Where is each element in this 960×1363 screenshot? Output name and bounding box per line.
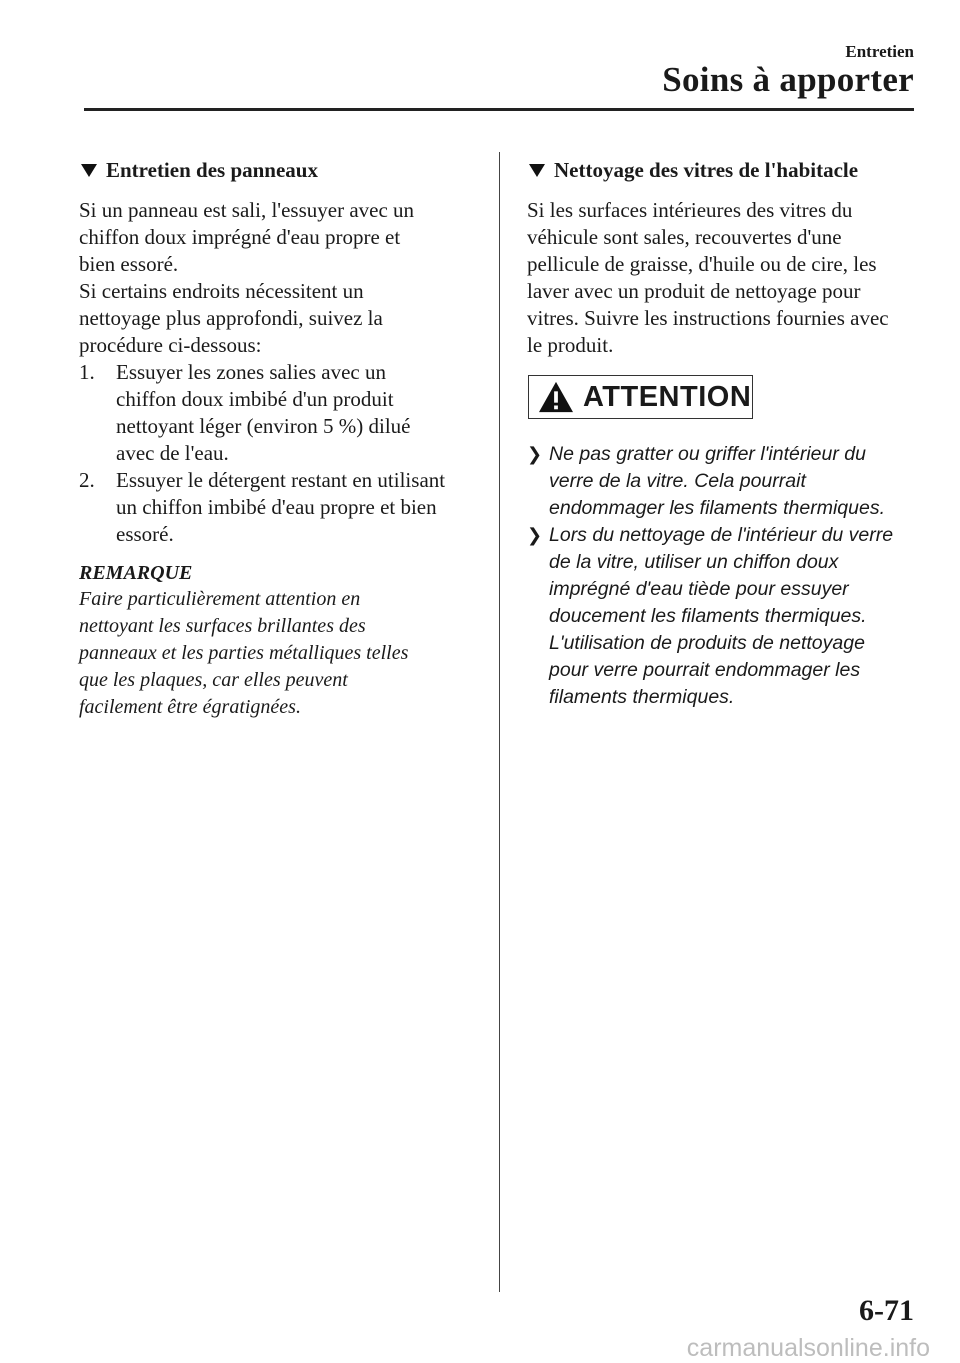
page-number: 6-71 (859, 1294, 914, 1327)
attention-text: Lors du nettoyage de l'intérieur du verre de la vitre, utiliser un chiffon doux imprégné d'eau tiède pour essuyer doucement les filaments thermiques. L'utilisation de produits de nettoyage pour verre pourrait endommager les filaments thermiques. (549, 524, 894, 708)
note-label: REMARQUE (79, 562, 193, 584)
chevron-right-icon: ❯ (527, 525, 543, 545)
intro-line: nettoyage plus approfondi, suivez la (79, 306, 383, 330)
triangle-down-icon (81, 164, 97, 177)
procedure-step (79, 467, 479, 548)
section-heading-text: Entretien des panneaux (106, 158, 318, 182)
intro-line: Si certains endroits nécessitent un (79, 279, 364, 303)
intro-line: chiffon doux imprégné d'eau propre et (79, 225, 401, 249)
note-text: Faire particulièrement attention en nettoyant les surfaces brillantes des panneaux et les parties métalliques telles que les plaques, car elles peuvent facilement être égratignées. (79, 588, 409, 718)
intro-line: procédure ci-dessous: (79, 333, 262, 357)
step-text: Essuyer les zones salies avec un chiffon doux imbibé d'un produit nettoyant léger (environ 5 %) dilué avec de l'eau. (116, 360, 411, 465)
attention-text: Ne pas gratter ou griffer l'intérieur du verre de la vitre. Cela pourrait endommager les filaments thermiques. (549, 443, 885, 519)
warning-icon (537, 380, 575, 414)
intro-line: Si un panneau est sali, l'essuyer avec un (79, 198, 415, 222)
step-number: 1. (79, 360, 95, 384)
attention-box (528, 375, 753, 419)
triangle-down-icon (529, 164, 545, 177)
attention-item (527, 522, 927, 711)
attention-label: ATTENTION (583, 380, 752, 413)
intro-paragraph (79, 197, 479, 359)
step-text: Essuyer le détergent restant en utilisant un chiffon imbibé d'eau propre et bien essoré. (116, 468, 446, 546)
attention-item (527, 441, 927, 522)
intro-paragraph: Si les surfaces intérieures des vitres du véhicule sont sales, recouvertes d'une pellicule de graisse, d'huile ou de cire, les laver avec un produit de nettoyage pour vitres. Suivre les instructions fournies avec le produit. (527, 198, 889, 357)
step-number: 2. (79, 468, 95, 492)
procedure-list (79, 359, 479, 548)
attention-list (527, 441, 927, 711)
watermark: carmanualsonline.info (686, 1334, 930, 1362)
right-column (527, 158, 927, 711)
chapter-label: Entretien (845, 42, 914, 61)
chevron-right-icon: ❯ (527, 444, 543, 464)
section-heading-panels (79, 158, 479, 183)
procedure-step (79, 359, 479, 467)
intro-line: bien essoré. (79, 252, 179, 276)
page-title: Soins à apporter (662, 60, 914, 99)
section-heading-text: Nettoyage des vitres de l'habitacle (554, 158, 859, 182)
left-column (79, 158, 479, 721)
column-divider (499, 152, 500, 1292)
section-heading-windows (527, 158, 927, 183)
header-divider (84, 108, 914, 111)
